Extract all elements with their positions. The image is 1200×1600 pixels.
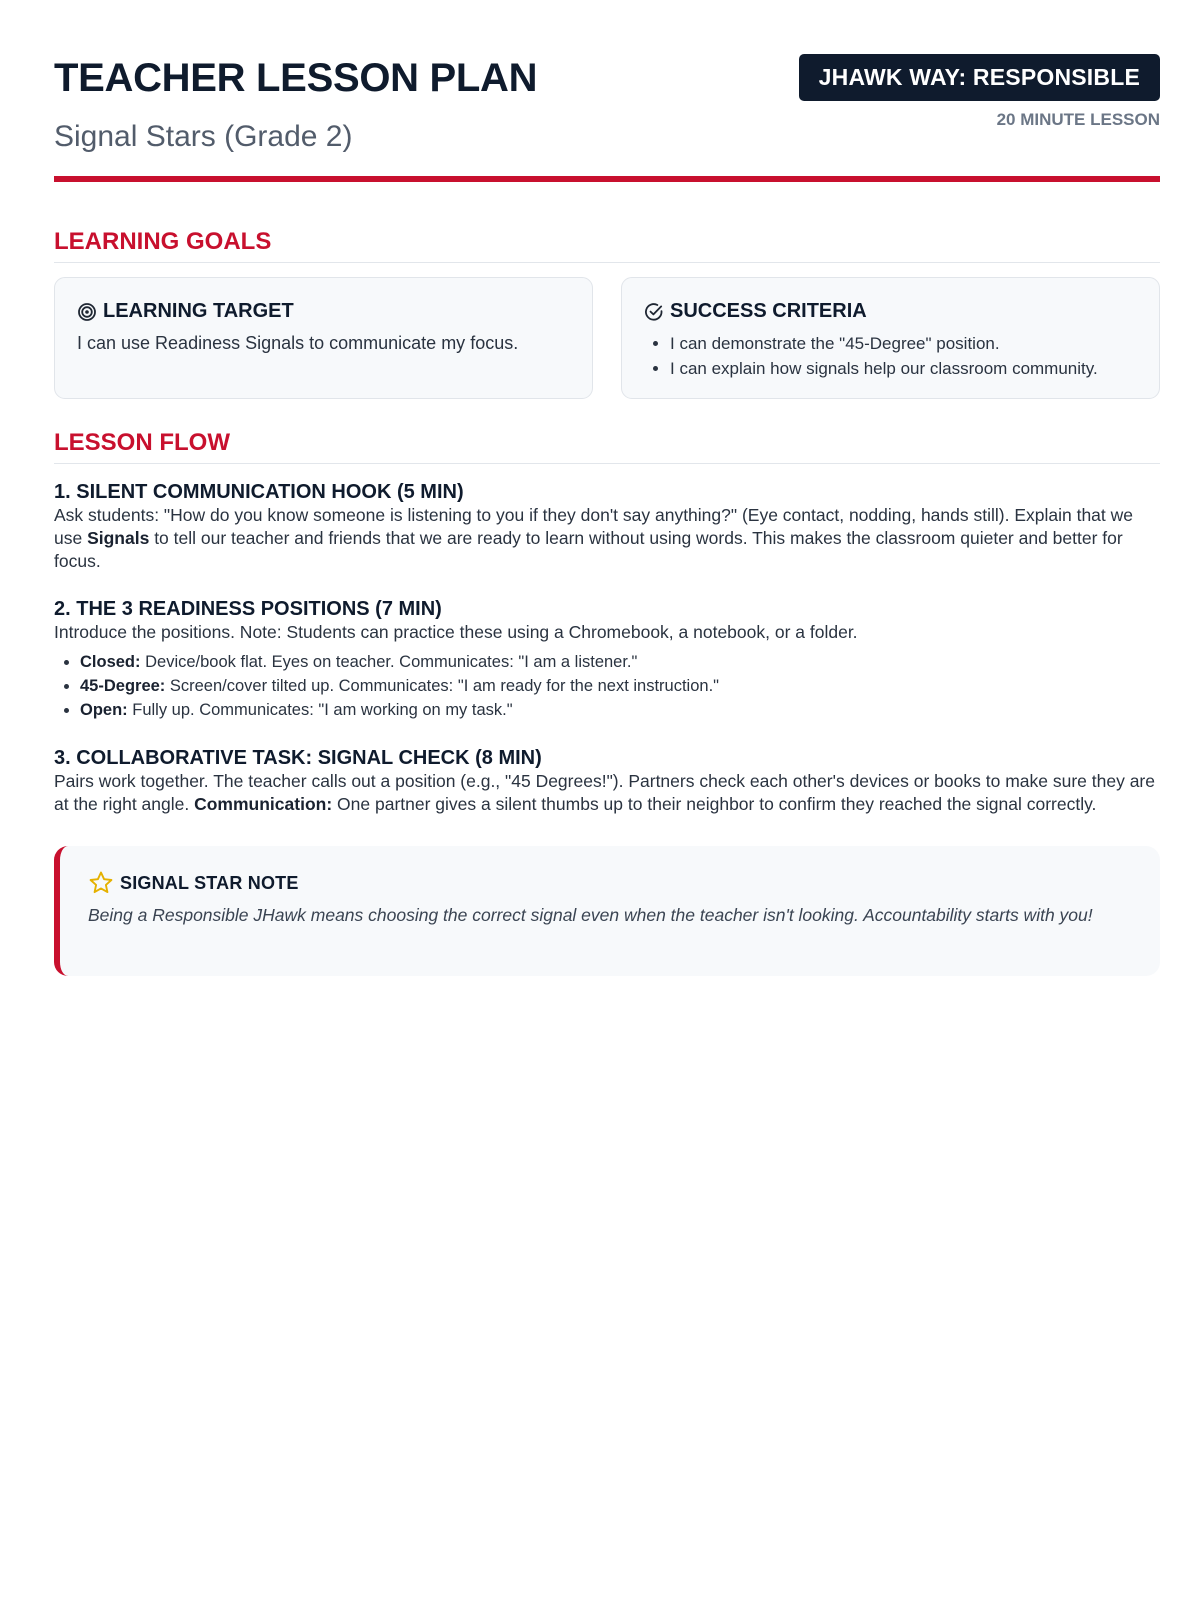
step-body (54, 770, 1160, 816)
position-label: Closed: (80, 653, 141, 671)
lesson-flow-heading: LESSON FLOW (54, 429, 1160, 464)
lesson-step-3 (54, 746, 1160, 816)
page-subtitle: Signal Stars (Grade 2) (54, 120, 353, 153)
note-title (88, 870, 1132, 896)
success-criteria-title (644, 300, 1137, 323)
success-criteria-label: SUCCESS CRITERIA (670, 300, 867, 322)
step-title: 1. SILENT COMMUNICATION HOOK (5 MIN) (54, 481, 464, 503)
list-item: • I can demonstrate the "45-Degree" position. (670, 331, 1137, 356)
note-text: Being a Responsible JHawk means choosing the correct signal even when the teacher isn't looking. Accountability starts with you! (88, 905, 1093, 925)
page-title: TEACHER LESSON PLAN (54, 56, 538, 100)
step-bold-term: Communication: (194, 794, 333, 814)
list-item (80, 698, 1160, 722)
lesson-step-1 (54, 480, 1160, 573)
readiness-positions-list (54, 650, 1160, 722)
step-title: 2. THE 3 READINESS POSITIONS (7 MIN) (54, 598, 442, 620)
list-item: • I can explain how signals help our classroom community. (670, 356, 1137, 381)
step-title: 3. COLLABORATIVE TASK: SIGNAL CHECK (8 MIN) (54, 747, 542, 769)
target-icon (77, 302, 97, 322)
learning-goals-row (54, 277, 1160, 399)
step-text: Pairs work together. The teacher calls out a position (e.g., "45 Degrees!"). Partners check each other's devices or books to make sure they are at the right angle. (54, 771, 1155, 814)
step-text: to tell our teacher and friends that we are ready to learn without using words. This makes the classroom quieter and better for focus. (54, 528, 1123, 571)
note-title-label: SIGNAL STAR NOTE (120, 872, 299, 893)
position-text: Screen/cover tilted up. Communicates: "I am ready for the next instruction." (165, 677, 720, 695)
success-criteria-card (621, 277, 1160, 399)
learning-goals-heading: LEARNING GOALS (54, 228, 1160, 263)
lesson-duration: 20 MINUTE LESSON (996, 110, 1160, 129)
jhawk-way-badge: JHAWK WAY: RESPONSIBLE (799, 54, 1160, 101)
learning-target-label: LEARNING TARGET (103, 300, 294, 322)
star-icon (88, 870, 114, 896)
step-text: One partner gives a silent thumbs up to their neighbor to confirm they reached the signal correctly. (332, 794, 1097, 814)
lesson-plan-page (54, 50, 1160, 976)
page-header (54, 50, 1160, 182)
learning-target-card (54, 277, 593, 399)
learning-target-title (77, 300, 570, 323)
list-item (80, 650, 1160, 674)
step-text: Ask students: "How do you know someone is listening to you if they don't say anything?" (Eye contact, nodding, hands still). Explain that we use (54, 505, 1134, 548)
lesson-step-2 (54, 597, 1160, 722)
signal-star-note (54, 846, 1160, 976)
step-intro: Introduce the positions. Note: Students can practice these using a Chromebook, a notebook, or a folder. (54, 622, 858, 642)
header-divider (54, 176, 1160, 182)
success-criteria-list (644, 331, 1137, 381)
step-body (54, 504, 1160, 573)
list-item (80, 674, 1160, 698)
position-text: Fully up. Communicates: "I am working on my task." (127, 701, 513, 719)
position-label: 45-Degree: (80, 677, 166, 695)
position-label: Open: (80, 701, 128, 719)
check-circle-icon (644, 302, 664, 322)
position-text: Device/book flat. Eyes on teacher. Communicates: "I am a listener." (140, 653, 638, 671)
learning-target-text: I can use Readiness Signals to communicate my focus. (77, 333, 519, 353)
step-bold-term: Signals (87, 528, 150, 548)
